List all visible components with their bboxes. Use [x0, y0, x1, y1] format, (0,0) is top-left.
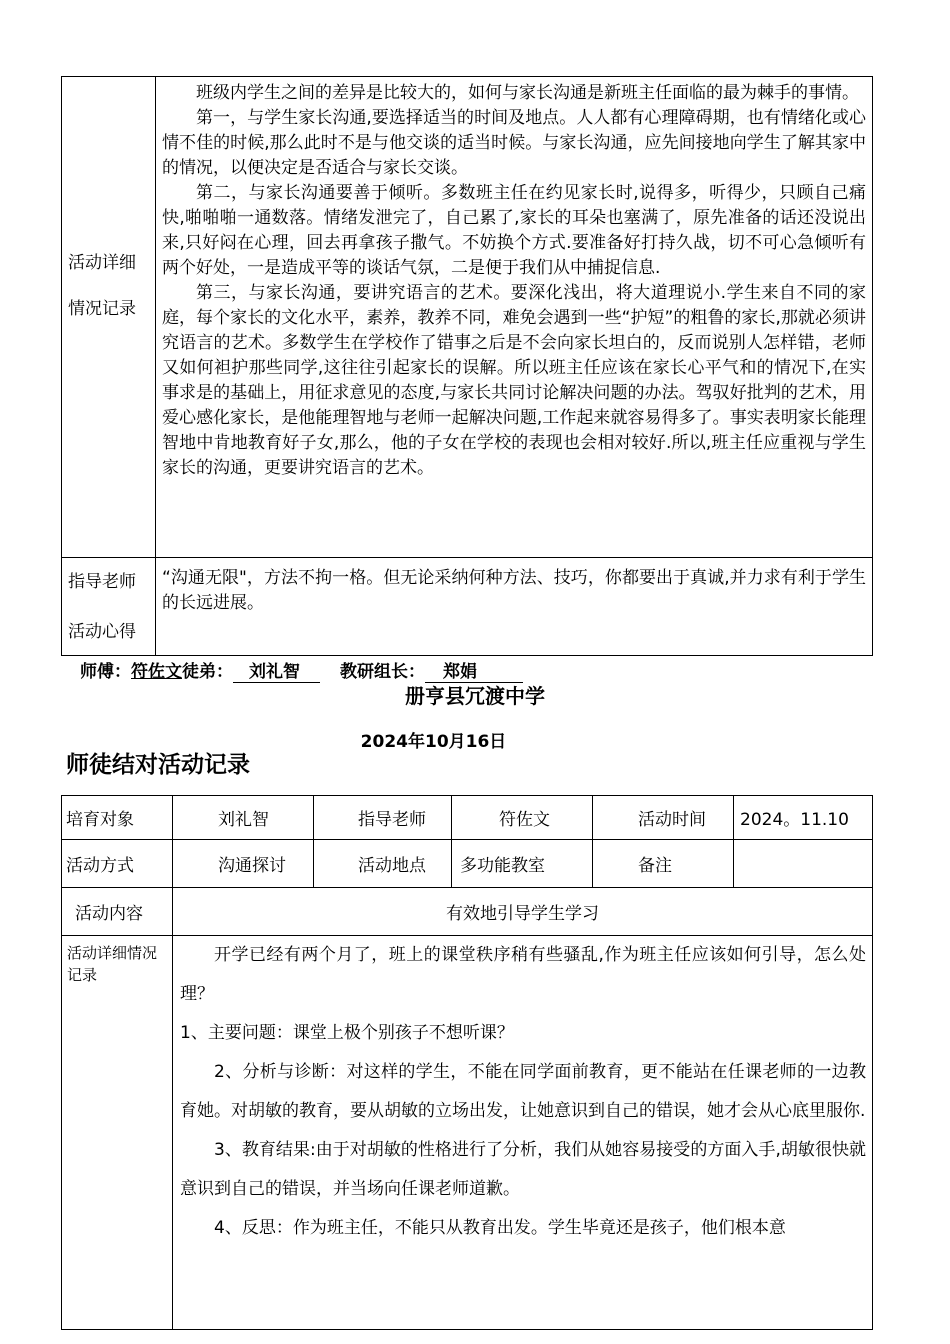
- mentor-label: 指导老师: [358, 809, 426, 830]
- mode-value: 沟通探讨: [218, 855, 286, 876]
- apprentice-name: 刘礼智: [233, 657, 320, 683]
- record2-paragraph: 2、分析与诊断：对这样的学生，不能在同学面前教育，更不能站在任课老师的一边教育她。对胡敏的教育，要从胡敏的立场出发，让她意识到自己的错误，她才会从心底里服你.: [180, 1062, 866, 1121]
- record1-detail-label-line1: 活动详细: [68, 253, 136, 273]
- record2-detail-content: [180, 936, 866, 1248]
- record1-mentor-label: [68, 557, 152, 657]
- record2-detail-label: 活动详细情况记录: [67, 944, 158, 984]
- record1-mentor-text: “沟通无限"，方法不拘一格。但无论采纳何种方法、技巧，你都要出于真诚,并力求有利于学生的长远进展。: [162, 568, 866, 613]
- record1-paragraph: 第三，与家长沟通，要讲究语言的艺术。要深化浅出，将大道理说小.学生来自不同的家庭，每个家长的文化水平，素养，教养不同，难免会遇到一些“护短”的粗鲁的家长,那就必须讲究语言的艺术。多数学生在学校作了错事之后是不会向家长坦白的，反而说别人怎样错，老师又如何袒护那些同学,这往往引起家长的误解。所以班主任应该在家长心平气和的情况下,在实事求是的基础上，用征求意见的态度,与家长共同讨论解决问题的办法。驾驭好批判的艺术，用爱心感化家长，是他能理智地与老师一起解决问题,工作起来就容易得多了。事实表明家长能理智地中肯地教育好子女,那么，他的子女在学校的表现也会相对较好.所以,班主任应重视与学生家长的沟通，更要讲究语言的艺术。: [162, 283, 866, 478]
- time-label: 活动时间: [638, 809, 706, 830]
- record2-paragraph: 开学已经有两个月了，班上的课堂秩序稍有些骚乱,作为班主任应该如何引导，怎么处理？: [180, 945, 866, 1004]
- record2-paragraph: 1、主要问题：课堂上极个别孩子不想听课？: [180, 1023, 514, 1043]
- record1-paragraph: 班级内学生之间的差异是比较大的，如何与家长沟通是新班主任面临的最为棘手的事情。: [196, 83, 859, 103]
- record1-paragraph: 第二，与家长沟通要善于倾听。多数班主任在约见家长时,说得多，听得少，只顾自己痛快,啪啪啪一通数落。情绪发泄完了，自己累了,家长的耳朵也塞满了，原先准备的话还没说出来,只好闷在心理，回去再拿孩子撒气。不妨换个方式.要准备好打持久战，切不可心急倾听有两个好处，一是造成平等的谈话气氛，二是便于我们从中捕捉信息.: [162, 183, 866, 278]
- record2-paragraph: 3、教育结果:由于对胡敏的性格进行了分析，我们从她容易接受的方面入手,胡敏很快就意识到自己的错误，并当场向任课老师道歉。: [180, 1140, 866, 1199]
- trainee-value: 刘礼智: [218, 809, 269, 830]
- record2-column-divider: [172, 795, 173, 1330]
- record-date: 2024年10月16日: [360, 732, 507, 752]
- trainee-label: 培育对象: [66, 809, 134, 830]
- record1-mentor-label-line2: 活动心得: [68, 622, 136, 642]
- record1-mentor-label-line1: 指导老师: [68, 572, 136, 592]
- location-label: 活动地点: [358, 855, 426, 876]
- school-name: 册亨县冗渡中学: [405, 684, 545, 708]
- record1-column-divider: [155, 76, 156, 656]
- record2-column-divider: [451, 795, 452, 887]
- master-label: 师傅：: [80, 662, 131, 682]
- record2-column-divider: [592, 795, 593, 887]
- apprentice-label: 徒弟：: [182, 662, 233, 682]
- content-value: 有效地引导学生学习: [446, 903, 599, 924]
- leader-label: 教研组长：: [340, 662, 425, 682]
- record2-column-divider: [733, 795, 734, 887]
- record1-detail-label-line2: 情况记录: [68, 299, 136, 319]
- leader-name: 郑娟: [425, 657, 523, 683]
- record-title: 师徒结对活动记录: [66, 752, 250, 778]
- record2-paragraph: 4、反思：作为班主任，不能只从教育出发。学生毕竟还是孩子，他们根本意: [214, 1218, 786, 1238]
- record2-column-divider: [313, 795, 314, 887]
- mentor-value: 符佐文: [499, 809, 550, 830]
- master-name: 符佐文: [131, 662, 182, 682]
- record1-detail-label: [68, 240, 152, 332]
- record1-detail-content: [162, 81, 866, 481]
- mode-label: 活动方式: [66, 855, 134, 876]
- content-label: 活动内容: [75, 903, 143, 924]
- time-value: 2024。11.10: [740, 809, 849, 830]
- remark-label: 备注: [638, 855, 672, 876]
- record1-row-divider: [61, 557, 873, 558]
- remark-value: [740, 839, 870, 887]
- record1-paragraph: 第一，与学生家长沟通,要选择适当的时间及地点。人人都有心理障碍期，也有情绪化或心情不佳的时候,那么此时不是与他交谈的适当时候。与家长沟通，应先间接地向学生了解其家中的情况，以便决定是否适合与家长交谈。: [162, 108, 866, 178]
- location-value: 多功能教室: [460, 855, 545, 876]
